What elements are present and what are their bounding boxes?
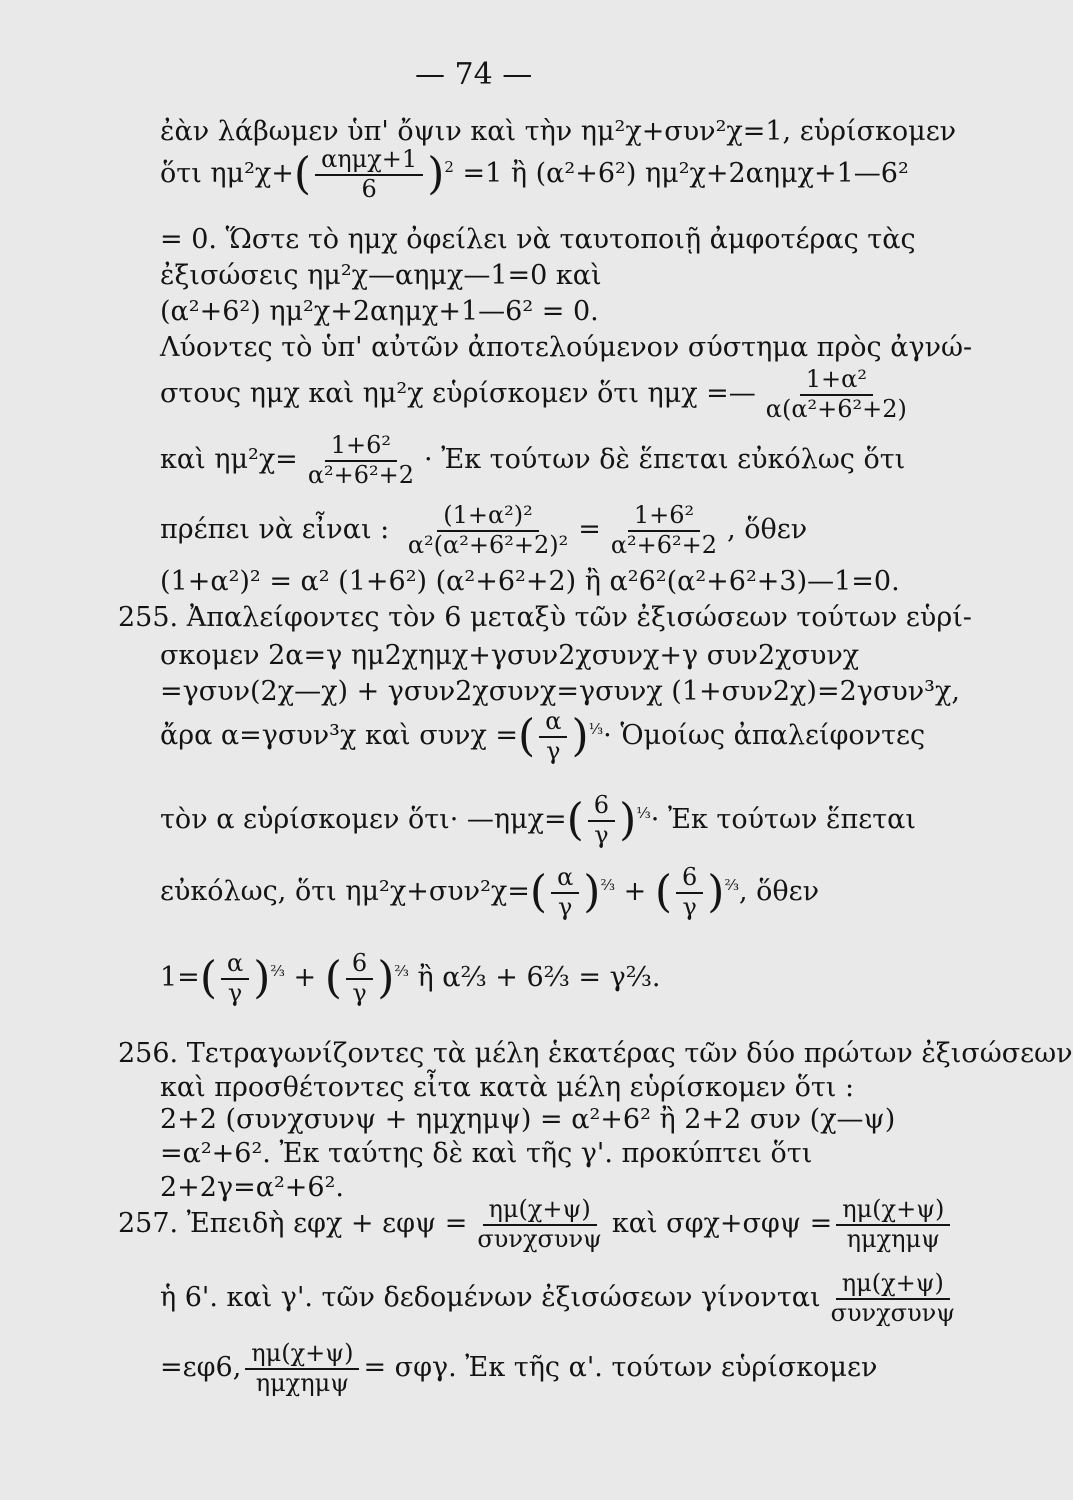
equation-line: στους ημχ καὶ ημ²χ εὑρίσκομεν ὅτι ημχ =— $\frac{\text{1+α²}}{\text{α(α²+6²+2)}}$ [160,366,917,423]
equation-line: εὐκόλως, ὅτι ημ²χ+συν²χ=( $\frac{\alpha}{\gamma}$ )$^{\frac{2}{3}}$ + ( $\frac{6}{\gamma}$ )$^{\frac{2}{3}}$, ὅθεν [160,863,820,921]
paragraph-257-start: 257. Ἐπειδὴ εφχ + εφψ = $\frac{\eta\mu(\chi+\psi)}{\text{συνχσυνψ}}$ καὶ σφχ+σφψ = $\frac{\eta\mu(\chi+\psi)}{\text{ημχημψ}}$ [118,1196,954,1253]
text-line: (α²+6²) ημ²χ+2αημχ+1—6² = 0. [160,296,599,327]
paragraph-255-start: 255. Ἀπαλείφοντες τὸν 6 μεταξὺ τῶν ἐξισώσεων τούτων εὑρί- [118,602,972,633]
text-line: καὶ προσθέτοντες εἶτα κατὰ μέλη εὑρίσκομεν ὅτι : [160,1072,855,1103]
page-number: — 74 — [415,57,533,92]
fraction: $\frac{\alpha}{\gamma}$ [539,708,567,765]
equation-line: ἄρα α=γσυν³χ καὶ συνχ =( $\frac{\alpha}{\gamma}$ )$^{\frac{1}{3}}$· Ὁμοίως ἀπαλείφοντες [160,707,926,765]
fraction: $\frac{\eta\mu(\chi+\psi)}{\text{συνχσυνψ}}$ [477,1195,602,1253]
text-line: = 0. Ὥστε τὸ ημχ ὀφείλει νὰ ταυτοποιῇ ἀμφοτέρας τὰς [160,224,916,255]
fraction: $\frac{\text{(1+α²)²}}{\text{α²(α²+6²+2)²}}$ [407,501,569,559]
text-line: Λύοντες τὸ ὑπ' αὐτῶν ἀποτελούμενον σύστημα πρὸς ἀγνώ- [160,332,973,363]
equation-line: 1=( $\frac{\alpha}{\gamma}$ )$^{\frac{2}{3}}$ + ( $\frac{6}{\gamma}$ )$^{\frac{2}{3}}$ ἢ α⅔ + 6⅔ = γ⅔. [160,949,661,1007]
fraction: $\frac{6}{\gamma}$ [346,950,373,1007]
equation-line: καὶ ημ²χ= $\frac{\text{1+6²}}{\text{α²+6²+2}}$ · Ἐκ τούτων δὲ ἕπεται εὐκόλως ὅτι [160,431,906,489]
paragraph-256-start: 256. Τετραγωνίζοντες τὰ μέλη ἑκατέρας τῶν δύο πρώτων ἐξισώσεων [118,1038,1073,1069]
fraction: $\frac{\text{1+6²}}{\text{α²+6²+2}}$ [610,501,718,559]
fraction: $\frac{\alpha}{\gamma}$ [551,864,579,921]
fraction: $\frac{\text{1+α²}}{\text{α(α²+6²+2)}}$ [765,365,907,423]
fraction: $\frac{\eta\mu(\chi+\psi)}{\text{ημχημψ}}$ [836,1196,950,1253]
equation-line: τὸν α εὑρίσκομεν ὅτι· —ημχ=( $\frac{6}{\gamma}$ )$^{\frac{1}{3}}$· Ἐκ τούτων ἕπεται [160,791,916,849]
text-line: ἐξισώσεις ημ²χ—αημχ—1=0 καὶ [160,260,602,291]
fraction: $\frac{\alpha}{\gamma}$ [221,950,249,1007]
equation-line: (1+α²)² = α² (1+6²) (α²+6²+2) ἢ α²6²(α²+6²+3)—1=0. [160,566,900,597]
text-line: ἐὰν λάβωμεν ὑπ' ὄψιν καὶ τὴν ημ²χ+συν²χ=1, εὑρίσκομεν [160,116,957,147]
text-line: σκομεν 2α=γ ημ2χημχ+γσυν2χσυνχ+γ συν2χσυνχ [160,640,860,671]
fraction: $\frac{\eta\mu(\chi+\psi)}{\text{συνχσυνψ}}$ [830,1269,956,1327]
equation-line: ἡ 6'. καὶ γ'. τῶν δεδομένων ἐξισώσεων γίνονται $\frac{\eta\mu(\chi+\psi)}{\text{συνχσυνψ}}$ [160,1270,965,1327]
equation-line: =εφ6, $\frac{\eta\mu(\chi+\psi)}{\text{ημχημψ}}$ = σφγ. Ἐκ τῆς α'. τούτων εὑρίσκομεν [160,1339,878,1397]
fraction: $\frac{\eta\mu(\chi+\psi)}{\text{ημχημψ}}$ [245,1340,359,1397]
text-line: =α²+6². Ἐκ ταύτης δὲ καὶ τῆς γ'. προκύπτει ὅτι [160,1138,813,1169]
equation-line: ὅτι ημ²χ+( $\frac{\text{αημχ+1}}{6}$ )$^2$ =1 ἢ (α²+6²) ημ²χ+2αημχ+1—6² [160,145,909,203]
fraction: $\frac{\text{αημχ+1}}{6}$ [315,146,423,203]
fraction: $\frac{6}{\gamma}$ [588,792,615,849]
fraction: $\frac{6}{\gamma}$ [676,864,703,921]
equation-line: 2+2γ=α²+6². [160,1172,345,1203]
equation-line: πρέπει νὰ εἶναι : $\frac{\text{(1+α²)²}}{\text{α²(α²+6²+2)²}}$ = $\frac{\text{1+6²}}{\text{α²+6²+2}}$ , ὅθεν [160,501,808,559]
equation-line: =γσυν(2χ—χ) + γσυν2χσυνχ=γσυνχ (1+συν2χ)=2γσυν³χ, [160,676,960,707]
equation-line: 2+2 (συνχσυνψ + ημχημψ) = α²+6² ἢ 2+2 συν (χ—ψ) [160,1104,896,1135]
fraction: $\frac{\text{1+6²}}{\text{α²+6²+2}}$ [307,431,415,489]
